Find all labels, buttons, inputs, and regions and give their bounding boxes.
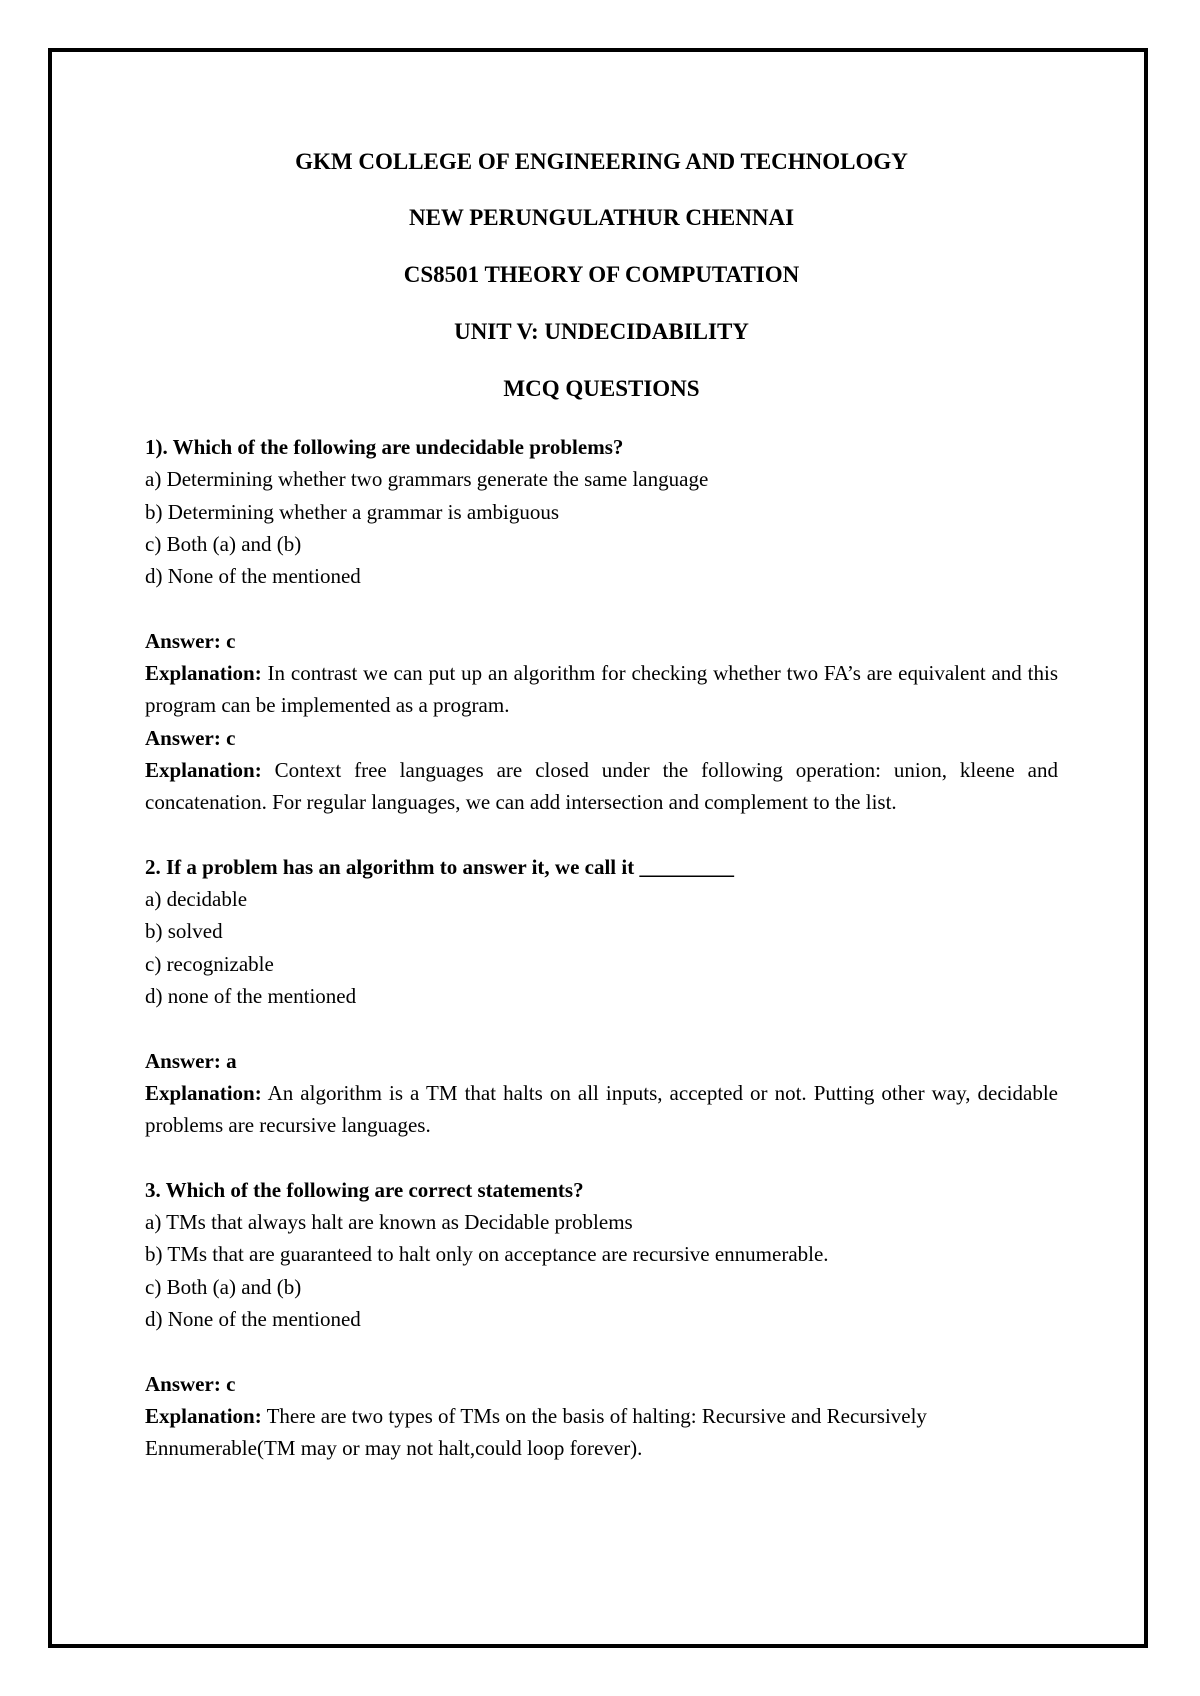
explanation-label: Explanation: — [145, 757, 262, 782]
answer-label: Answer: — [145, 1371, 221, 1396]
explanation-label: Explanation: — [145, 1403, 262, 1428]
answer-value: c — [220, 1371, 236, 1396]
question-title: 2. If a problem has an algorithm to answer it, we call it _________ — [145, 854, 734, 879]
option-d: d) none of the mentioned — [145, 984, 357, 1009]
college-name: GKM COLLEGE OF ENGINEERING AND TECHNOLOGY — [295, 149, 908, 174]
unit-title: UNIT V: UNDECIDABILITY — [454, 319, 749, 344]
question-3 — [145, 1174, 1058, 1465]
option-c: c) Both (a) and (b) — [145, 531, 302, 556]
option-a: a) TMs that always halt are known as Decidable problems — [145, 1210, 633, 1235]
explanation-text: In contrast we can put up an algorithm for checking whether two FA’s are equivalent and this program can be implemented as a program. — [145, 661, 1058, 718]
course-title: CS8501 THEORY OF COMPUTATION — [403, 262, 800, 287]
answer-line — [145, 1045, 1058, 1077]
answer-line — [145, 1368, 1058, 1400]
question-title: 1). Which of the following are undecidable problems? — [145, 435, 624, 459]
answer-value: a — [220, 1048, 237, 1073]
answer-label: Answer: — [145, 725, 221, 750]
explanation-paragraph — [145, 754, 1058, 819]
explanation-label: Explanation: — [145, 1080, 262, 1105]
option-b: b) solved — [145, 919, 223, 944]
section-title: MCQ QUESTIONS — [503, 376, 700, 401]
question-1 — [145, 431, 1058, 819]
question-title: 3. Which of the following are correct statements? — [145, 1177, 584, 1202]
document-body — [145, 148, 1058, 1465]
explanation-paragraph — [145, 1077, 1058, 1142]
option-a: a) Determining whether two grammars generate the same language — [145, 467, 709, 492]
option-b: b) Determining whether a grammar is ambiguous — [145, 499, 560, 524]
answer-value: c — [220, 725, 236, 750]
option-c: c) recognizable — [145, 951, 274, 976]
explanation-text: An algorithm is a TM that halts on all inputs, accepted or not. Putting other way, decidable problems are recursive languages. — [145, 1080, 1058, 1138]
college-location: NEW PERUNGULATHUR CHENNAI — [408, 205, 795, 230]
option-d: d) None of the mentioned — [145, 564, 361, 589]
answer-value: c — [220, 628, 236, 653]
explanation-text: Context free languages are closed under the following operation: union, kleene and concatenation. For regular languages, we can add intersection and complement to the list. — [145, 757, 1058, 815]
explanation-text: There are two types of TMs on the basis of halting: Recursive and Recursively Ennumerable(TM may or may not halt,could loop forever). — [145, 1403, 927, 1461]
question-2 — [145, 851, 1058, 1142]
explanation-label: Explanation: — [145, 661, 262, 686]
option-c: c) Both (a) and (b) — [145, 1274, 302, 1299]
answer-label: Answer: — [145, 628, 221, 653]
option-b: b) TMs that are guaranteed to halt only on acceptance are recursive ennumerable. — [145, 1242, 829, 1267]
answer-line — [145, 625, 1058, 657]
explanation-paragraph — [145, 1400, 1058, 1465]
answer-line — [145, 722, 1058, 754]
explanation-paragraph — [145, 657, 1058, 722]
option-d: d) None of the mentioned — [145, 1307, 361, 1332]
option-a: a) decidable — [145, 887, 248, 912]
answer-label: Answer: — [145, 1048, 221, 1073]
